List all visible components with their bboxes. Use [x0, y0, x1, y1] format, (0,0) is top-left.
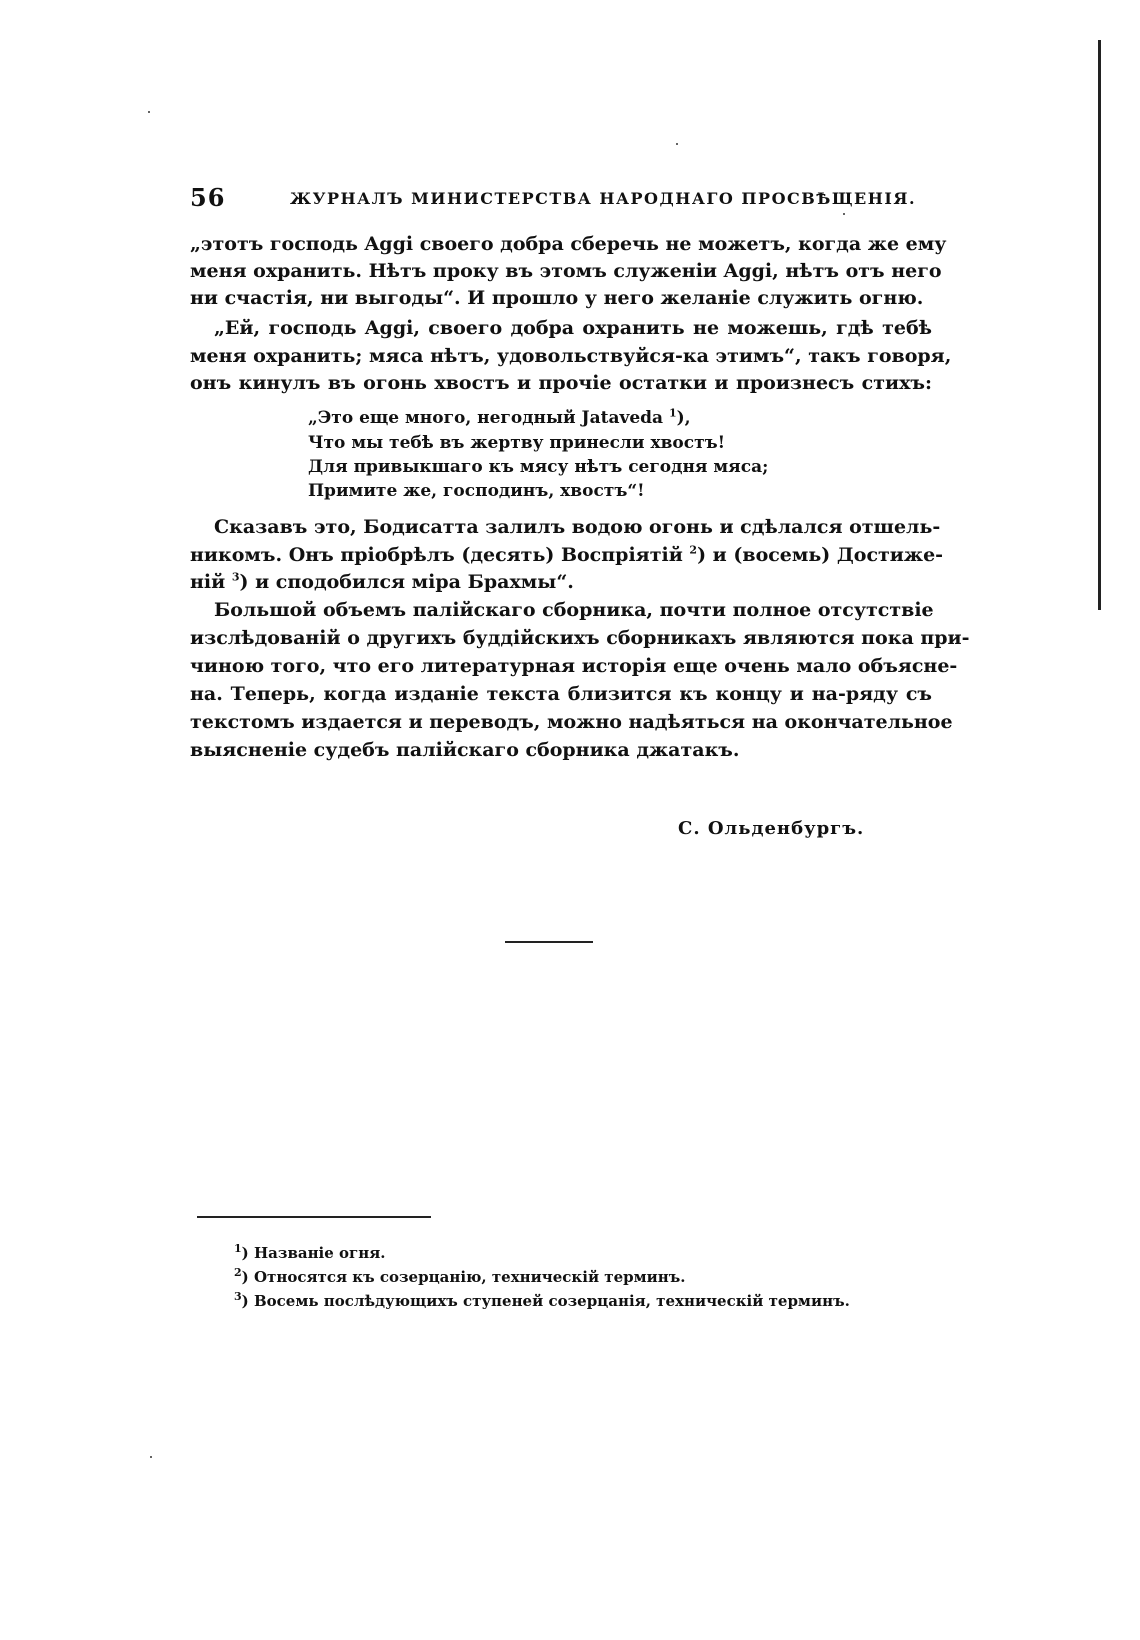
- text-line: текстомъ издается и переводъ, можно надѣяться на окончательное: [190, 711, 953, 733]
- footnote-mark: 1: [668, 406, 677, 420]
- footnote-item: [234, 1292, 850, 1310]
- text-line: меня охранить. Нѣтъ проку въ этомъ служеніи Aggi, нѣтъ отъ него: [190, 260, 942, 282]
- verse-line-text: ),: [676, 408, 691, 428]
- verse-line-text: „Это еще много, негодный Jataveda: [308, 408, 669, 428]
- footnote-rule: [197, 1216, 431, 1218]
- text-line: изслѣдованій о другихъ буддійскихъ сборникахъ являются пока при-: [190, 627, 970, 649]
- text-line: ни счастія, ни выгоды“. И прошло у него желаніе служить огню.: [190, 287, 924, 309]
- running-title: ЖУРНАЛЪ МИНИСТЕРСТВА НАРОДНАГО ПРОСВѢЩЕНІЯ.: [290, 189, 917, 208]
- footnote-text: ) Восемь послѣдующихъ ступеней созерцанія, техническій терминъ.: [241, 1292, 850, 1310]
- text-line: на. Теперь, когда изданіе текста близится къ концу и на-ряду съ: [190, 683, 932, 705]
- footnote-number: 3: [234, 1290, 242, 1303]
- footnote-text: ) Названіе огня.: [241, 1244, 386, 1262]
- text-line: [190, 571, 574, 593]
- print-speck: [676, 143, 678, 145]
- print-speck: [843, 213, 845, 215]
- text-segment: ) и сподобился міра Брахмы“.: [239, 571, 574, 593]
- verse-line: Что мы тебѣ въ жертву принесли хвостъ!: [308, 433, 726, 453]
- text-segment: ній: [190, 571, 232, 593]
- text-line: „Ей, господь Aggi, своего добра охранить не можешь, гдѣ тебѣ: [214, 317, 932, 339]
- section-separator: [505, 941, 593, 943]
- footnote-mark: 3: [231, 570, 240, 584]
- text-line: меня охранить; мяса нѣтъ, удовольствуйся-ка этимъ“, такъ говоря,: [190, 345, 952, 367]
- text-segment: ) и (восемь) Достиже-: [697, 544, 944, 566]
- text-line: Сказавъ это, Бодисатта залилъ водою огонь и сдѣлался отшель-: [214, 516, 941, 538]
- text-line: онъ кинулъ въ огонь хвостъ и прочіе остатки и произнесъ стихъ:: [190, 372, 932, 394]
- print-speck: [150, 1456, 152, 1458]
- verse-line: Для привыкшаго къ мясу нѣтъ сегодня мяса;: [308, 457, 769, 477]
- text-line: [190, 543, 944, 566]
- text-line: Большой объемъ палійскаго сборника, почти полное отсутствіе: [214, 599, 934, 621]
- page-number: 56: [190, 183, 226, 212]
- footnote-number: 2: [234, 1266, 242, 1279]
- page-header: [190, 183, 917, 213]
- verse-line: [308, 408, 691, 428]
- footnote-item: [234, 1268, 685, 1286]
- author-signature: С. Ольденбургъ.: [678, 818, 865, 839]
- verse-line: Примите же, господинъ, хвостъ“!: [308, 481, 645, 501]
- page-edge-line: [1098, 40, 1101, 610]
- text-line: чиною того, что его литературная исторія еще очень мало объясне-: [190, 655, 958, 677]
- text-line: „этотъ господь Aggi своего добра сберечь не можетъ, когда же ему: [190, 233, 947, 255]
- footnote-number: 1: [234, 1242, 242, 1255]
- footnote-text: ) Относятся къ созерцанію, техническій терминъ.: [241, 1268, 686, 1286]
- print-speck: [148, 111, 150, 113]
- footnote-item: [234, 1244, 386, 1262]
- text-segment: никомъ. Онъ пріобрѣлъ (десять) Воспріятій: [190, 544, 690, 566]
- footnote-mark: 2: [689, 543, 698, 557]
- text-line: выясненіе судебъ палійскаго сборника джатакъ.: [190, 739, 740, 761]
